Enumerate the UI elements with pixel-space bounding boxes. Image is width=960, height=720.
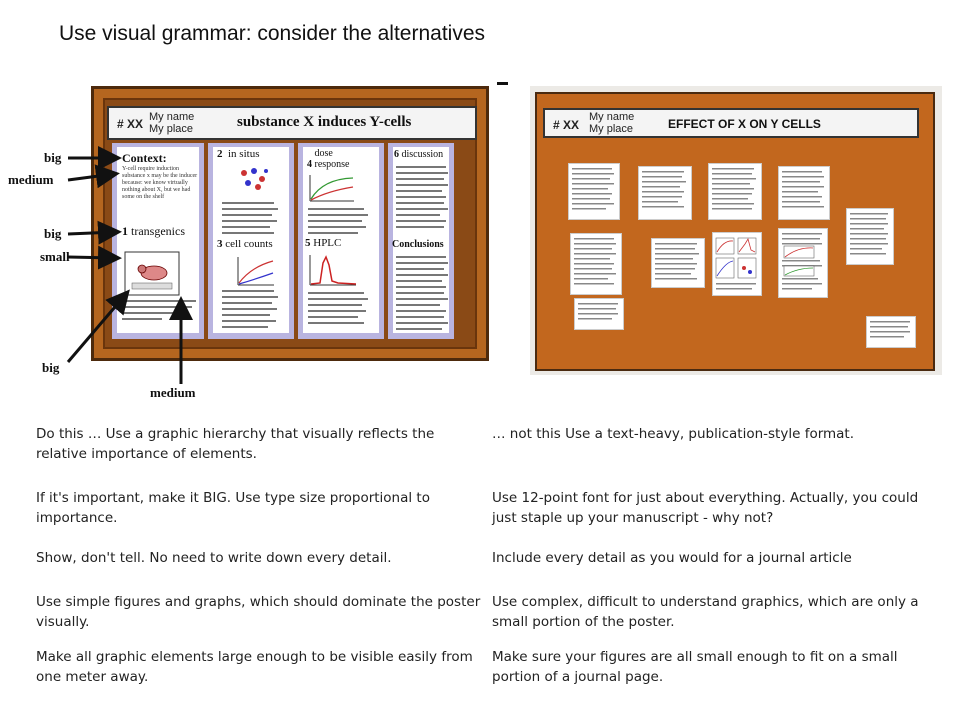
slide-title: Use visual grammar: consider the alternatives [59, 22, 486, 45]
section-label: in situs [228, 148, 260, 160]
section-label: cell counts [225, 238, 273, 250]
dont-item-5: Make sure your figures are all small enough to fit on a small portion of a journal page. [492, 649, 898, 685]
dont-item-3: Include every detail as you would for a journal article [492, 550, 852, 566]
do-item-2: If it's important, make it BIG. Use type size proportional to importance. [36, 490, 430, 526]
do-item-1: Do this … Use a graphic hierarchy that visually reflects the relative importance of elements. [36, 426, 435, 462]
label-big-context: big [44, 150, 62, 165]
conclusions-heading: Conclusions [392, 239, 444, 250]
author-place: My place [589, 123, 634, 135]
section-number: 4 [307, 159, 312, 170]
section-label: dose response [314, 148, 350, 170]
author-name: My name [149, 111, 195, 123]
label-medium-caption: medium [150, 385, 196, 400]
label-medium-context-text: medium [8, 172, 54, 187]
dont-item-4: Use complex, difficult to understand graphics, which are only a small portion of the poster. [492, 594, 919, 630]
context-heading: Context: [122, 151, 167, 165]
label-small-figure: small [40, 249, 70, 264]
do-item-3: Show, don't tell. No need to write down every detail. [36, 550, 392, 566]
section-number: 5 [305, 237, 311, 249]
author-name: My name [589, 111, 635, 123]
context-text: Y-cell require induction substance x may be the inducer because: we know virtually nothing about X, but we had some on the shelf [122, 166, 198, 200]
section-label: discussion [401, 149, 444, 160]
section-number: 3 [217, 238, 223, 250]
dont-item-1: … not this Use a text-heavy, publication-style format. [492, 426, 855, 442]
dont-item-2: Use 12-point font for just about everything. Actually, you could just staple up your manuscript - why not? [492, 490, 919, 526]
section-number: 1 [122, 224, 128, 238]
do-item-5: Make all graphic elements large enough to be visible easily from one meter away. [36, 649, 473, 685]
section-number: 6 [394, 149, 399, 160]
section-number: 2 [217, 148, 223, 160]
poster-id: # XX [553, 118, 580, 132]
label-big-figure: big [42, 360, 60, 375]
poster-title: substance X induces Y-cells [237, 114, 412, 130]
label-big-section: big [44, 226, 62, 241]
poster-title: EFFECT OF X ON Y CELLS [668, 117, 821, 131]
author-place: My place [149, 123, 194, 135]
poster-id: # XX [117, 117, 144, 131]
section-label: transgenics [131, 224, 185, 238]
section-label: HPLC [313, 237, 342, 249]
do-item-4: Use simple figures and graphs, which should dominate the poster visually. [36, 594, 481, 630]
